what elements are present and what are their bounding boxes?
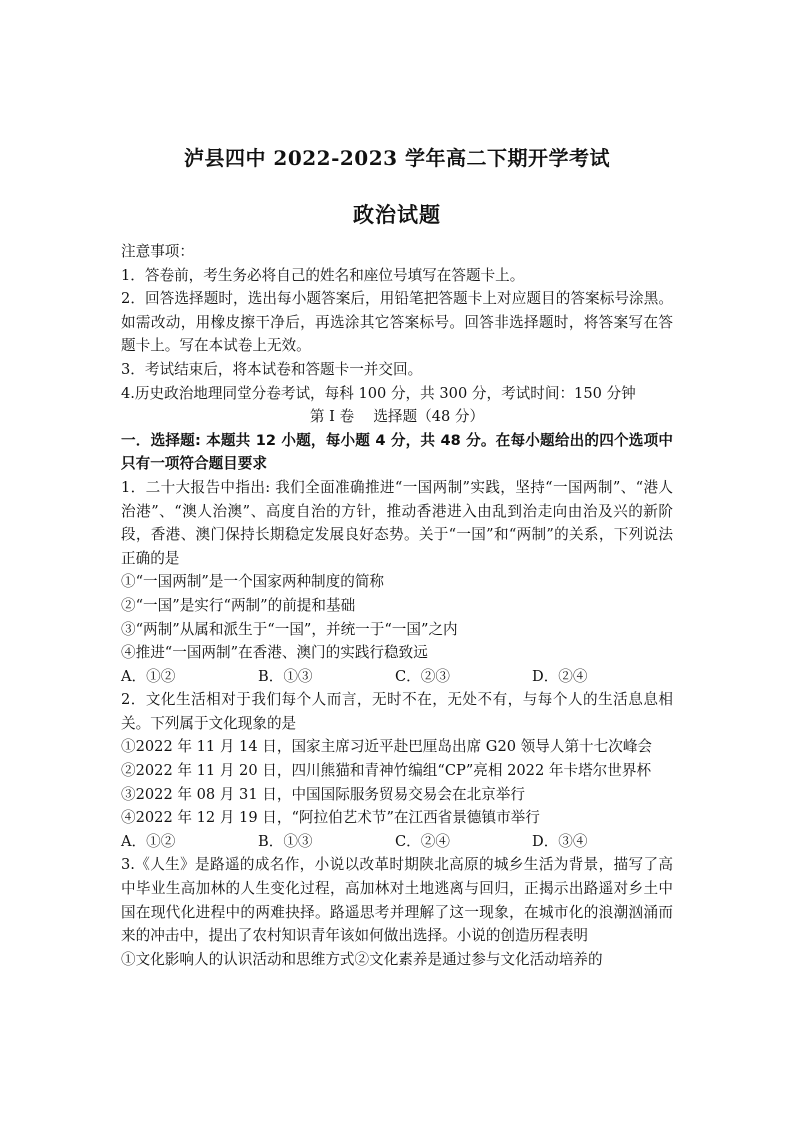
answer-options: [121, 830, 673, 854]
answer-options: [121, 665, 673, 689]
question-item: ①2022 年 11 月 14 日，国家主席习近平赴巴厘岛出席 G20 领导人第十七次峰会: [121, 738, 653, 756]
question-item: ③“两制”从属和派生于“一国”，并统一于“一国”之内: [121, 620, 458, 638]
option-b: B．①③: [258, 667, 313, 685]
option-a: A．①②: [121, 832, 176, 850]
question-item: ①“一国两制”是一个国家两种制度的简称: [121, 573, 385, 591]
question-stem: 3.《人生》是路遥的成名作，小说以改革时期陕北高原的城乡生活为背景，描写了高中毕业生高加林的人生变化过程，高加林对土地逃离与回归，正揭示出路遥对乡土中国在现代化进程中的两难抉择。路遥思考并理解了这一现象，在城市化的浪潮汹涌而来的冲击中，提出了农村知识青年该如何做出选择。小说的创造历程表明: [121, 856, 673, 945]
notice-item: 4.历史政治地理同堂分卷考试，每科 100 分，共 300 分，考试时间：150 分钟: [121, 384, 636, 402]
question-item: ④推进“一国两制”在香港、澳门的实践行稳致远: [121, 644, 428, 662]
notice-item: 1．答卷前，考生务必将自己的姓名和座位号填写在答题卡上。: [121, 266, 525, 284]
exam-title: 泸县四中 2022-2023 学年高二下期开学考试: [183, 146, 611, 170]
section-heading: 第 I 卷 选择题（48 分）: [309, 408, 485, 426]
question-item: ④2022 年 12 月 19 日，“阿拉伯艺术节”在江西省景德镇市举行: [121, 809, 540, 827]
question-stem: 1．二十大报告中指出: 我们全面准确推进“一国两制”实践，坚持“一国两制”、“港人治港”、“澳人治澳”、高度自治的方针，推动香港进入由乱到治走向由治及兴的新阶段，香港、澳门保持长期稳定发展良好态势。关于“一国”和“两制”的关系，下列说法正确的是: [121, 478, 673, 567]
question-item: ②2022 年 11 月 20 日，四川熊猫和青神竹编组“CP”亮相 2022 年卡塔尔世界杯: [121, 762, 652, 780]
notice-item: 3．考试结束后，将本试卷和答题卡一并交回。: [121, 360, 423, 378]
option-d: D．③④: [532, 832, 588, 850]
exam-body: [121, 240, 673, 971]
option-b: B．①③: [258, 832, 313, 850]
section-instruction: 一．选择题: 本题共 12 小题，每小题 4 分，共 48 分。在每小题给出的四个选项中只有一项符合题目要求: [121, 431, 673, 473]
question-stem: 2．文化生活相对于我们每个人而言，无时不在，无处不有，与每个人的生活息息相关。下列属于文化现象的是: [121, 691, 673, 732]
option-c: C．②④: [395, 832, 450, 850]
subject-title: 政治试题: [353, 202, 441, 227]
notice-item: 2．回答选择题时，选出每小题答案后，用铅笔把答题卡上对应题目的答案标号涂黑。如需改动，用橡皮擦干净后，再选涂其它答案标号。回答非选择题时，将答案写在答题卡上。写在本试卷上无效。: [121, 290, 673, 355]
question-item: ②“一国”是实行“两制”的前提和基础: [121, 596, 356, 614]
notice-heading: 注意事项：: [121, 243, 194, 260]
question-item: ①文化影响人的认识活动和思维方式②文化素养是通过参与文化活动培养的: [121, 950, 603, 968]
option-c: C．②③: [395, 667, 450, 685]
option-a: A．①②: [121, 667, 176, 685]
question-item: ③2022 年 08 月 31 日，中国国际服务贸易交易会在北京举行: [121, 785, 525, 803]
option-d: D．②④: [532, 667, 588, 685]
